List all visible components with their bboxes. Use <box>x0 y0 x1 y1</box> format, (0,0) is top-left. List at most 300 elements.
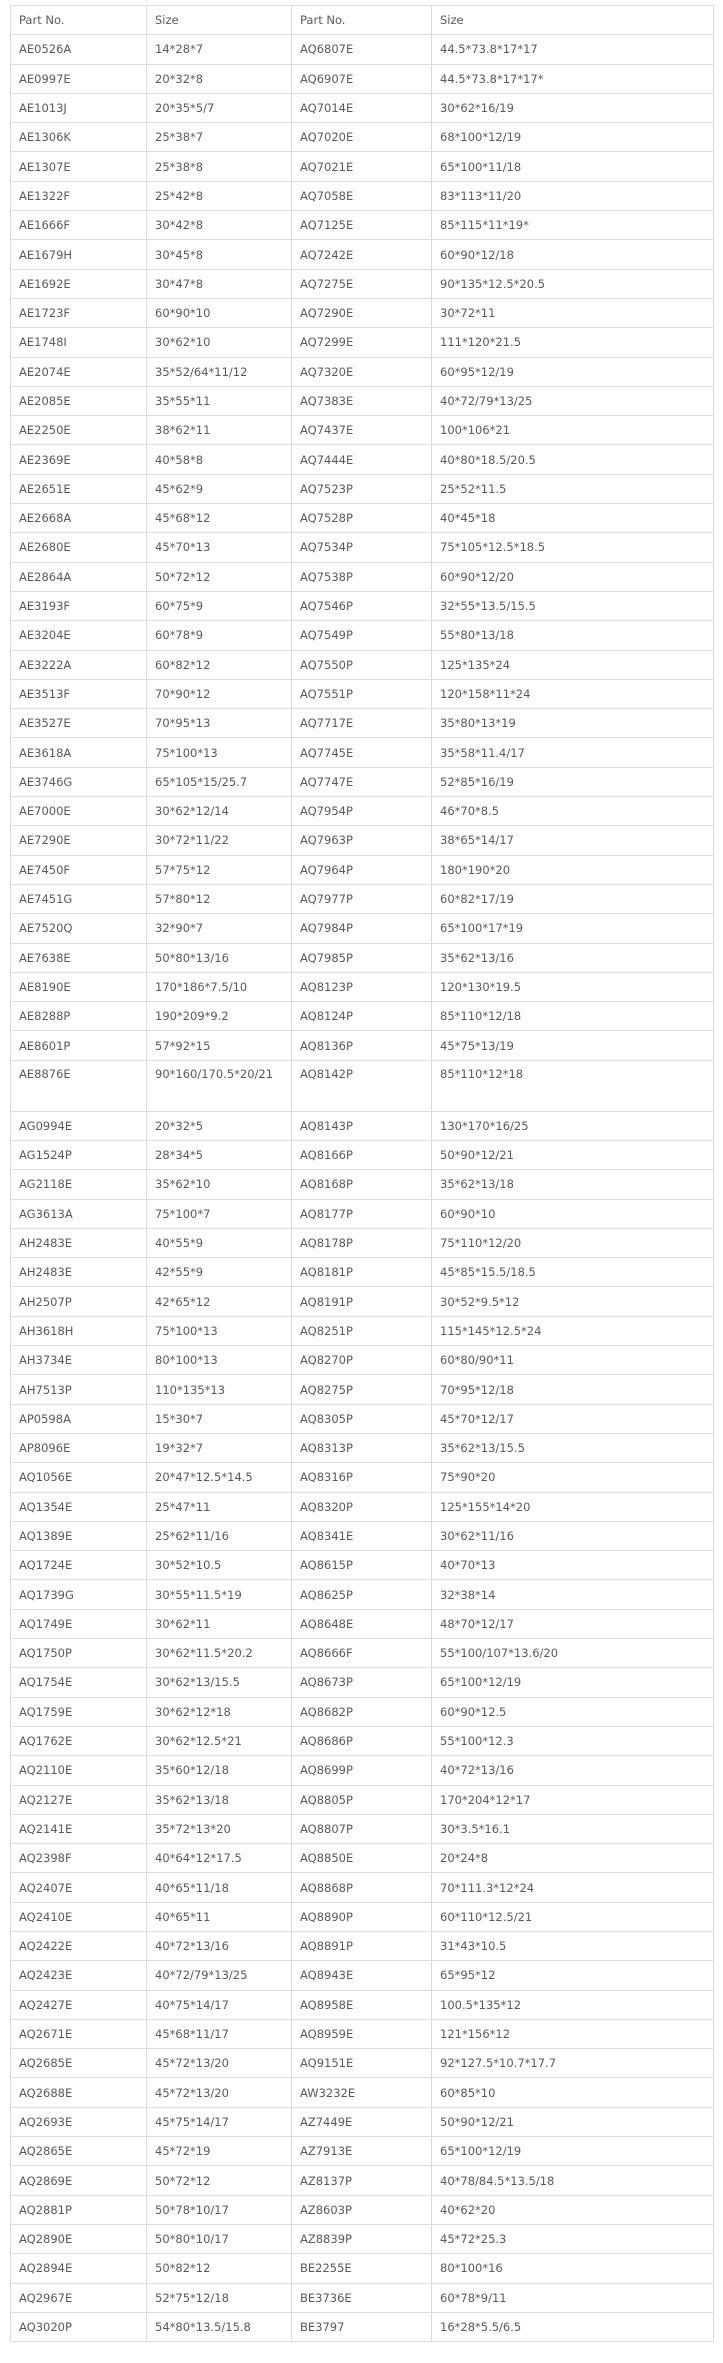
size-cell: 68*100*12/19 <box>432 123 714 152</box>
part-no-cell: AQ3020P <box>11 2312 147 2341</box>
table-row <box>11 1433 714 1462</box>
size-cell: 50*90*12/21 <box>432 1140 714 1169</box>
part-no-cell: AQ8807P <box>292 1814 432 1843</box>
size-cell: 60*95*12/19 <box>432 357 714 386</box>
table-row <box>11 797 714 826</box>
table-row <box>11 1258 714 1287</box>
part-no-cell: AE8601P <box>11 1031 147 1060</box>
size-cell: 60*90*10 <box>432 1199 714 1228</box>
part-no-cell: AE1666F <box>11 211 147 240</box>
part-no-cell: AQ7977P <box>292 884 432 913</box>
size-cell: 60*75*9 <box>147 591 292 620</box>
size-cell: 54*80*13.5/15.8 <box>147 2312 292 2341</box>
size-cell: 40*72*13/16 <box>432 1756 714 1785</box>
part-no-cell: AQ8666F <box>292 1639 432 1668</box>
part-no-cell: AH7513P <box>11 1375 147 1404</box>
header-part-no: Part No. <box>292 6 432 35</box>
table-row <box>11 1521 714 1550</box>
part-no-cell: AE7451G <box>11 884 147 913</box>
table-row <box>11 2166 714 2195</box>
table-row <box>11 357 714 386</box>
table-row <box>11 1170 714 1199</box>
size-cell: 40*72*13/16 <box>147 1932 292 1961</box>
part-no-cell: AQ8805P <box>292 1785 432 1814</box>
part-no-cell: AE2085E <box>11 386 147 415</box>
part-no-cell: AQ1759E <box>11 1697 147 1726</box>
size-cell: 65*100*12/19 <box>432 1668 714 1697</box>
part-no-cell: AQ8178P <box>292 1228 432 1257</box>
table-row <box>11 211 714 240</box>
size-cell: 30*42*8 <box>147 211 292 240</box>
table-row <box>11 152 714 181</box>
part-no-cell: AG2118E <box>11 1170 147 1199</box>
table-row <box>11 591 714 620</box>
size-cell: 60*85*10 <box>432 2078 714 2107</box>
size-cell: 70*95*13 <box>147 709 292 738</box>
part-no-cell: AQ2423E <box>11 1961 147 1990</box>
size-cell: 20*32*5 <box>147 1111 292 1140</box>
size-cell: 25*42*8 <box>147 181 292 210</box>
part-no-cell: AE2250E <box>11 416 147 445</box>
size-cell: 40*55*9 <box>147 1228 292 1257</box>
size-cell: 32*55*13.5/15.5 <box>432 591 714 620</box>
size-cell: 38*62*11 <box>147 416 292 445</box>
size-cell: 100*106*21 <box>432 416 714 445</box>
table-row <box>11 1961 714 1990</box>
part-no-cell: AE2864A <box>11 562 147 591</box>
size-cell: 15*30*7 <box>147 1404 292 1433</box>
part-no-cell: AQ8943E <box>292 1961 432 1990</box>
part-no-cell: AE2668A <box>11 504 147 533</box>
table-row <box>11 1404 714 1433</box>
table-row <box>11 123 714 152</box>
size-cell: 30*52*9.5*12 <box>432 1287 714 1316</box>
size-cell: 170*186*7.5/10 <box>147 972 292 1001</box>
part-no-cell: AQ8123P <box>292 972 432 1001</box>
part-no-cell: AQ2410E <box>11 1902 147 1931</box>
size-cell: 31*43*10.5 <box>432 1932 714 1961</box>
part-no-cell: AQ1754E <box>11 1668 147 1697</box>
table-row <box>11 1463 714 1492</box>
size-cell: 30*62*12*18 <box>147 1697 292 1726</box>
part-no-cell: AQ7528P <box>292 504 432 533</box>
part-no-cell: AQ2688E <box>11 2078 147 2107</box>
size-cell: 25*38*7 <box>147 123 292 152</box>
part-no-cell: AQ8850E <box>292 1844 432 1873</box>
part-no-cell: AQ7299E <box>292 328 432 357</box>
table-row <box>11 328 714 357</box>
table-row <box>11 386 714 415</box>
size-cell: 100.5*135*12 <box>432 1990 714 2019</box>
part-no-cell: BE2255E <box>292 2254 432 2283</box>
part-no-cell: AG3613A <box>11 1199 147 1228</box>
size-cell: 50*72*12 <box>147 562 292 591</box>
size-cell: 90*160/170.5*20/21 <box>147 1060 292 1111</box>
part-no-cell: AE1306K <box>11 123 147 152</box>
part-no-cell: AQ7014E <box>292 93 432 122</box>
table-row <box>11 1228 714 1257</box>
table-row <box>11 1844 714 1873</box>
size-cell: 40*72/79*13/25 <box>432 386 714 415</box>
size-cell: 45*72*25.3 <box>432 2224 714 2253</box>
part-no-cell: AQ2685E <box>11 2049 147 2078</box>
table-row <box>11 504 714 533</box>
table-row <box>11 1346 714 1375</box>
part-no-cell: AE3222A <box>11 650 147 679</box>
part-no-cell: AQ7546P <box>292 591 432 620</box>
size-cell: 60*82*17/19 <box>432 884 714 913</box>
part-no-cell: AQ8142P <box>292 1060 432 1111</box>
table-row <box>11 2019 714 2048</box>
table-row <box>11 1580 714 1609</box>
size-cell: 85*110*12/18 <box>432 1002 714 1031</box>
size-cell: 85*110*12*18 <box>432 1060 714 1111</box>
part-no-cell: AE0997E <box>11 64 147 93</box>
part-no-cell: AE3527E <box>11 709 147 738</box>
part-no-cell: AQ7964P <box>292 855 432 884</box>
part-no-cell: AZ8603P <box>292 2195 432 2224</box>
table-row <box>11 650 714 679</box>
table-row <box>11 2049 714 2078</box>
part-no-cell: AQ7549P <box>292 621 432 650</box>
part-no-cell: AQ2422E <box>11 1932 147 1961</box>
size-cell: 60*80/90*11 <box>432 1346 714 1375</box>
size-cell: 60*90*12/20 <box>432 562 714 591</box>
table-row <box>11 1814 714 1843</box>
table-row <box>11 416 714 445</box>
part-no-cell: AE0526A <box>11 35 147 64</box>
part-no-cell: AQ7523P <box>292 474 432 503</box>
size-cell: 190*209*9.2 <box>147 1002 292 1031</box>
size-cell: 75*100*13 <box>147 738 292 767</box>
part-no-cell: AH3734E <box>11 1346 147 1375</box>
size-cell: 16*28*5.5/6.5 <box>432 2312 714 2341</box>
size-cell: 30*62*13/15.5 <box>147 1668 292 1697</box>
size-cell: 35*62*13/16 <box>432 943 714 972</box>
size-cell: 30*62*12.5*21 <box>147 1726 292 1755</box>
size-cell: 30*62*11/16 <box>432 1521 714 1550</box>
size-cell: 92*127.5*10.7*17.7 <box>432 2049 714 2078</box>
part-no-cell: AQ7984P <box>292 914 432 943</box>
size-cell: 40*80*18.5/20.5 <box>432 445 714 474</box>
table-row <box>11 679 714 708</box>
part-no-cell: AQ8320P <box>292 1492 432 1521</box>
part-no-cell: AQ6807E <box>292 35 432 64</box>
size-cell: 60*90*12/18 <box>432 240 714 269</box>
size-cell: 57*80*12 <box>147 884 292 913</box>
part-no-cell: AQ8166P <box>292 1140 432 1169</box>
part-no-cell: AZ8137P <box>292 2166 432 2195</box>
table-row <box>11 1726 714 1755</box>
size-cell: 80*100*16 <box>432 2254 714 2283</box>
part-no-cell: AQ8341E <box>292 1521 432 1550</box>
size-cell: 65*95*12 <box>432 1961 714 1990</box>
table-row <box>11 1785 714 1814</box>
table-row <box>11 709 714 738</box>
table-row <box>11 1492 714 1521</box>
part-no-cell: AE2074E <box>11 357 147 386</box>
part-no-cell: AQ8168P <box>292 1170 432 1199</box>
part-no-cell: AZ7449E <box>292 2107 432 2136</box>
table-row <box>11 884 714 913</box>
size-cell: 40*72/79*13/25 <box>147 1961 292 1990</box>
size-cell: 70*111.3*12*24 <box>432 1873 714 1902</box>
part-no-cell: AQ2967E <box>11 2283 147 2312</box>
size-cell: 45*72*13/20 <box>147 2049 292 2078</box>
size-cell: 40*45*18 <box>432 504 714 533</box>
table-row <box>11 943 714 972</box>
part-no-cell: AE1692E <box>11 269 147 298</box>
part-no-cell: AQ7058E <box>292 181 432 210</box>
part-no-cell: AQ7551P <box>292 679 432 708</box>
size-cell: 45*62*9 <box>147 474 292 503</box>
size-cell: 52*85*16/19 <box>432 767 714 796</box>
part-no-cell: AQ1354E <box>11 1492 147 1521</box>
part-no-cell: AE7290E <box>11 826 147 855</box>
table-row <box>11 1697 714 1726</box>
part-no-cell: AQ2671E <box>11 2019 147 2048</box>
size-cell: 35*62*13/18 <box>432 1170 714 1199</box>
part-no-cell: BE3797 <box>292 2312 432 2341</box>
part-no-cell: AQ8958E <box>292 1990 432 2019</box>
part-no-cell: AQ8686P <box>292 1726 432 1755</box>
size-cell: 30*72*11/22 <box>147 826 292 855</box>
table-row <box>11 1990 714 2019</box>
table-row <box>11 240 714 269</box>
size-cell: 57*75*12 <box>147 855 292 884</box>
part-no-cell: AQ7290E <box>292 298 432 327</box>
table-row <box>11 93 714 122</box>
part-no-cell: AE1013J <box>11 93 147 122</box>
part-no-cell: AQ7021E <box>292 152 432 181</box>
part-no-cell: AQ7275E <box>292 269 432 298</box>
part-no-cell: AG0994E <box>11 1111 147 1140</box>
part-no-cell: AE2369E <box>11 445 147 474</box>
part-no-cell: AQ8890P <box>292 1902 432 1931</box>
part-no-cell: AG1524P <box>11 1140 147 1169</box>
part-no-cell: AZ7913E <box>292 2137 432 2166</box>
size-cell: 90*135*12.5*20.5 <box>432 269 714 298</box>
table-row <box>11 738 714 767</box>
size-cell: 14*28*7 <box>147 35 292 64</box>
table-row <box>11 2312 714 2341</box>
part-no-cell: AQ2141E <box>11 1814 147 1843</box>
part-no-cell: AE1679H <box>11 240 147 269</box>
table-row <box>11 1060 714 1111</box>
table-row <box>11 35 714 64</box>
part-no-cell: AQ6907E <box>292 64 432 93</box>
size-cell: 28*34*5 <box>147 1140 292 1169</box>
part-no-cell: AQ7020E <box>292 123 432 152</box>
part-no-cell: AQ1749E <box>11 1609 147 1638</box>
size-cell: 45*68*12 <box>147 504 292 533</box>
size-cell: 30*62*16/19 <box>432 93 714 122</box>
part-no-cell: AZ8839P <box>292 2224 432 2253</box>
part-no-cell: AQ7125E <box>292 211 432 240</box>
size-cell: 60*78*9 <box>147 621 292 650</box>
part-no-cell: AQ2110E <box>11 1756 147 1785</box>
part-no-cell: AQ8699P <box>292 1756 432 1785</box>
size-cell: 125*155*14*20 <box>432 1492 714 1521</box>
part-no-cell: AQ7444E <box>292 445 432 474</box>
size-cell: 60*90*12.5 <box>432 1697 714 1726</box>
table-row <box>11 1140 714 1169</box>
part-no-cell: AQ1739G <box>11 1580 147 1609</box>
part-no-cell: AQ8648E <box>292 1609 432 1638</box>
size-cell: 30*45*8 <box>147 240 292 269</box>
table-row <box>11 1287 714 1316</box>
part-no-cell: AQ7538P <box>292 562 432 591</box>
part-no-cell: AQ2427E <box>11 1990 147 2019</box>
size-cell: 40*65*11 <box>147 1902 292 1931</box>
size-cell: 50*78*10/17 <box>147 2195 292 2224</box>
table-row <box>11 1902 714 1931</box>
table-row <box>11 1316 714 1345</box>
size-cell: 55*100*12.3 <box>432 1726 714 1755</box>
parts-table <box>10 5 714 2342</box>
size-cell: 46*70*8.5 <box>432 797 714 826</box>
table-row <box>11 181 714 210</box>
part-no-cell: AQ8673P <box>292 1668 432 1697</box>
size-cell: 44.5*73.8*17*17* <box>432 64 714 93</box>
table-row <box>11 2137 714 2166</box>
size-cell: 45*85*15.5/18.5 <box>432 1258 714 1287</box>
table-row <box>11 64 714 93</box>
part-no-cell: AQ2881P <box>11 2195 147 2224</box>
part-no-cell: AQ8191P <box>292 1287 432 1316</box>
part-no-cell: AQ9151E <box>292 2049 432 2078</box>
part-no-cell: AQ7717E <box>292 709 432 738</box>
size-cell: 110*135*13 <box>147 1375 292 1404</box>
part-no-cell: AE3746G <box>11 767 147 796</box>
table-row <box>11 2254 714 2283</box>
size-cell: 45*75*14/17 <box>147 2107 292 2136</box>
size-cell: 35*80*13*19 <box>432 709 714 738</box>
table-row <box>11 621 714 650</box>
size-cell: 55*100/107*13.6/20 <box>432 1639 714 1668</box>
size-cell: 65*100*12/19 <box>432 2137 714 2166</box>
part-no-cell: AE3204E <box>11 621 147 650</box>
size-cell: 25*47*11 <box>147 1492 292 1521</box>
size-cell: 20*24*8 <box>432 1844 714 1873</box>
header-part-no: Part No. <box>11 6 147 35</box>
table-row <box>11 1639 714 1668</box>
table-row <box>11 269 714 298</box>
table-row <box>11 533 714 562</box>
size-cell: 35*55*11 <box>147 386 292 415</box>
table-row <box>11 445 714 474</box>
size-cell: 65*100*17*19 <box>432 914 714 943</box>
part-no-cell: AW3232E <box>292 2078 432 2107</box>
size-cell: 42*55*9 <box>147 1258 292 1287</box>
size-cell: 35*58*11.4/17 <box>432 738 714 767</box>
part-no-cell: AQ2890E <box>11 2224 147 2253</box>
size-cell: 70*90*12 <box>147 679 292 708</box>
part-no-cell: AQ7963P <box>292 826 432 855</box>
size-cell: 57*92*15 <box>147 1031 292 1060</box>
part-no-cell: AQ7985P <box>292 943 432 972</box>
part-no-cell: AE1322F <box>11 181 147 210</box>
part-no-cell: AE3193F <box>11 591 147 620</box>
size-cell: 115*145*12.5*24 <box>432 1316 714 1345</box>
part-no-cell: AE7450F <box>11 855 147 884</box>
size-cell: 180*190*20 <box>432 855 714 884</box>
table-row <box>11 1031 714 1060</box>
part-no-cell: AQ1724E <box>11 1551 147 1580</box>
size-cell: 19*32*7 <box>147 1433 292 1462</box>
size-cell: 60*90*10 <box>147 298 292 327</box>
table-row <box>11 562 714 591</box>
part-no-cell: AQ8891P <box>292 1932 432 1961</box>
part-no-cell: AE3513F <box>11 679 147 708</box>
part-no-cell: AQ8615P <box>292 1551 432 1580</box>
table-row <box>11 1756 714 1785</box>
part-no-cell: AQ7550P <box>292 650 432 679</box>
size-cell: 32*90*7 <box>147 914 292 943</box>
table-row <box>11 1668 714 1697</box>
part-no-cell: AP8096E <box>11 1433 147 1462</box>
size-cell: 75*100*13 <box>147 1316 292 1345</box>
part-no-cell: AQ1762E <box>11 1726 147 1755</box>
size-cell: 35*62*13/18 <box>147 1785 292 1814</box>
table-row <box>11 1199 714 1228</box>
size-cell: 40*78/84.5*13.5/18 <box>432 2166 714 2195</box>
part-no-cell: AQ8136P <box>292 1031 432 1060</box>
size-cell: 30*62*12/14 <box>147 797 292 826</box>
part-no-cell: AE1723F <box>11 298 147 327</box>
part-no-cell: AQ2894E <box>11 2254 147 2283</box>
part-no-cell: AQ1389E <box>11 1521 147 1550</box>
table-row <box>11 826 714 855</box>
size-cell: 111*120*21.5 <box>432 328 714 357</box>
part-no-cell: AQ8143P <box>292 1111 432 1140</box>
size-cell: 121*156*12 <box>432 2019 714 2048</box>
part-no-cell: AQ2693E <box>11 2107 147 2136</box>
part-no-cell: AE7520Q <box>11 914 147 943</box>
part-no-cell: AQ7534P <box>292 533 432 562</box>
table-row <box>11 1873 714 1902</box>
size-cell: 55*80*13/18 <box>432 621 714 650</box>
part-no-cell: AQ2398F <box>11 1844 147 1873</box>
table-row <box>11 2195 714 2224</box>
size-cell: 83*113*11/20 <box>432 181 714 210</box>
size-cell: 35*72*13*20 <box>147 1814 292 1843</box>
header-size: Size <box>432 6 714 35</box>
table-row <box>11 855 714 884</box>
size-cell: 35*62*10 <box>147 1170 292 1199</box>
part-no-cell: AQ8275P <box>292 1375 432 1404</box>
part-no-cell: AQ7747E <box>292 767 432 796</box>
part-no-cell: AE1307E <box>11 152 147 181</box>
part-no-cell: AQ8181P <box>292 1258 432 1287</box>
size-cell: 35*52/64*11/12 <box>147 357 292 386</box>
size-cell: 50*80*10/17 <box>147 2224 292 2253</box>
size-cell: 50*80*13/16 <box>147 943 292 972</box>
size-cell: 45*72*13/20 <box>147 2078 292 2107</box>
table-row <box>11 2078 714 2107</box>
size-cell: 30*55*11.5*19 <box>147 1580 292 1609</box>
part-no-cell: AE3618A <box>11 738 147 767</box>
size-cell: 44.5*73.8*17*17 <box>432 35 714 64</box>
size-cell: 50*82*12 <box>147 2254 292 2283</box>
size-cell: 60*110*12.5/21 <box>432 1902 714 1931</box>
part-no-cell: AE8288P <box>11 1002 147 1031</box>
size-cell: 125*135*24 <box>432 650 714 679</box>
part-no-cell: AQ8625P <box>292 1580 432 1609</box>
part-no-cell: AQ7383E <box>292 386 432 415</box>
part-no-cell: AH3618H <box>11 1316 147 1345</box>
size-cell: 30*72*11 <box>432 298 714 327</box>
